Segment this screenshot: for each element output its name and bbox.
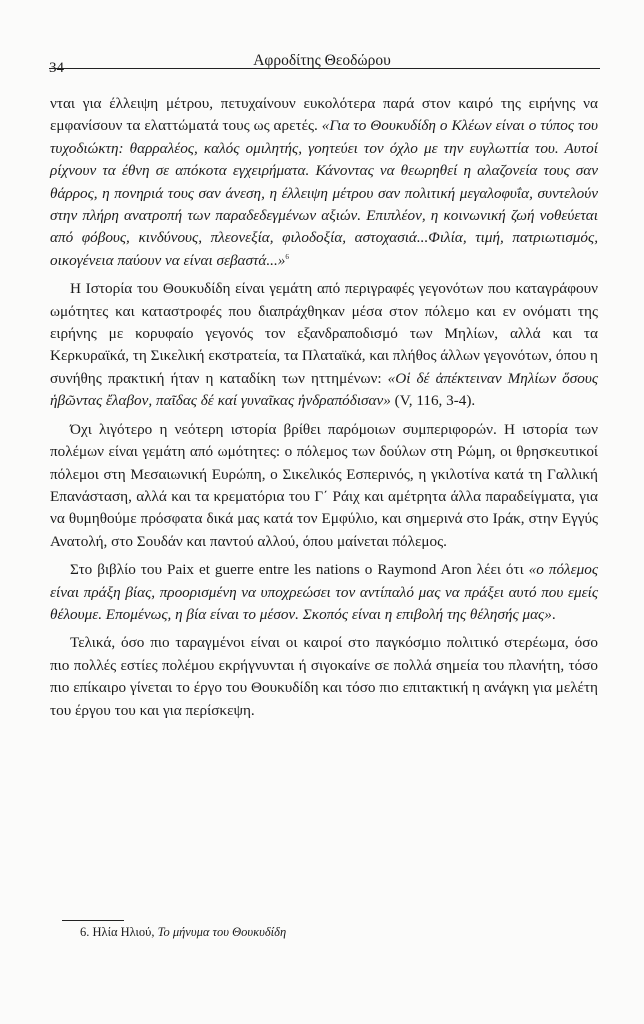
paragraph-2: [50, 278, 598, 412]
header-rule: [49, 68, 600, 69]
paragraph-4: [50, 559, 598, 626]
paragraph-1: [50, 93, 598, 272]
footnote-text: 6. Ηλία Ηλιού,: [80, 925, 158, 939]
footnote: [80, 925, 286, 940]
running-head: Αφροδίτης Θεοδώρου: [253, 52, 391, 69]
footnote-marker: 6: [285, 252, 289, 261]
paragraph-3: Όχι λιγότερο η νεότερη ιστορία βρίθει παρόμοιων συμπεριφορών. Η ιστορία των πολέμων είναι γεμάτη από ωμότητες: ο πόλεμος των δούλων στη Ρώμη, οι θρησκευτικοί πόλεμοι στη Μεσαιωνική Ευρώπη, ο Σικελικός Εσπερινός, η γκιλοτίνα κατά τη Γαλλική Επανάσταση, αλλά και τα κρεματόρια του Γ΄ Ράιχ και αμέτρητα άλλα παραδείγματα, για να θυμηθούμε πρόσφατα δικά μας κατά τον Εμφύλιο, και σημερινά στο Ιράκ, στην Εγγύς Ανατολή, στο Σουδάν και παντού αλλού, όπου μαίνεται πόλεμος.: [50, 420, 598, 550]
paragraph-2-text: Η Ιστορία του Θουκυδίδη είναι γεμάτη από περιγραφές γεγονότων που καταγράφουν ωμότητες και καταστροφές που διαπράχθηκαν μέσα στον πόλεμο και εν ονόματι της ειρήνης με κορυφαίο γεγονός τον εξανδραποδισμό των Μηλίων, αλλά και τα Κερκυραϊκά, τη Σικελική εκστρατεία, τα Πλαταϊκά, και πλήθος άλλων γεγονότων, όπου η συνήθης πρακτική ήταν η καταδίκη των ηττημένων:: [50, 280, 598, 387]
paragraph-4-end: .: [551, 605, 556, 623]
thucydides-quote: «Οἱ δέ ἀπέκτειναν Μηλίων ὅσους ἡβῶντας ἔλαβον, παῖδας δέ καί γυναῖκας ἠνδραπόδισαν»: [50, 369, 598, 410]
citation: (V, 116, 3-4).: [390, 392, 476, 410]
aron-quote: «ο πόλεμος είναι πράξη βίας, προορισμένη να υποχρεώσει τον αντίπαλό μας να πράξει αυτό που εμείς θέλουμε. Επομένως, η βία είναι το μέσον. Σκοπός είναι η επιβολή της θέλησής μας»: [50, 561, 598, 623]
cleon-quote: «Για το Θουκυδίδη ο Κλέων είναι ο τύπος του τυχοδιώκτη: θαρραλέος, καλός ομιλητής, γοητεύει τον όχλο με την ευγλωττία του. Αυτοί ρίχνουν τα έθνη σε απόκοτα εγχειρήματα. Κάνοντας να θεωρηθεί η αλαζονεία τους σαν θάρρος, η πονηριά τους σαν άνεση, η έλλειψη μέτρου σαν πολιτική μεγαλοφυΐα, συντελούν στην πλήρη ανατροπή των παραδεδεγμένων αξιών. Επιπλέον, η κοινωνική ζωή νοθεύεται από φόβους, κινδύνους, πλεονεξία, φιλοδοξία, αστοχασιά...Φιλία, τιμή, πατριωτισμός, οικογένεια παύουν να είναι σεβαστά...»: [50, 117, 598, 269]
footnote-rule: [62, 920, 124, 921]
page-number: 34: [49, 60, 64, 76]
body-text: [50, 93, 598, 728]
footnote-title: Το μήνυμα του Θουκυδίδη: [157, 925, 287, 939]
paragraph-4-text: Στο βιβλίο του Paix et guerre entre les nations ο Raymond Aron λέει ότι: [70, 561, 529, 579]
paragraph-1-text: νται για έλλειψη μέτρου, πετυχαίνουν ευκολότερα παρά στον καιρό της ειρήνης να εμφανίσουν τα ελαττώματά τους ως αρετές.: [50, 95, 598, 135]
paragraph-5: Τελικά, όσο πιο ταραγμένοι είναι οι καιροί στο παγκόσμιο πολιτικό στερέωμα, όσο πιο πολλές εστίες πολέμου εκρήγνυνται ή σιγοκαίνε σε πολλά σημεία του πλανήτη, τόσο πιο επίκαιρο γίνεται το έργο του Θουκυδίδη και τόσο πιο επιτακτική η ανάγκη για μελέτη του έργου του και για περίσκεψη.: [50, 634, 598, 719]
